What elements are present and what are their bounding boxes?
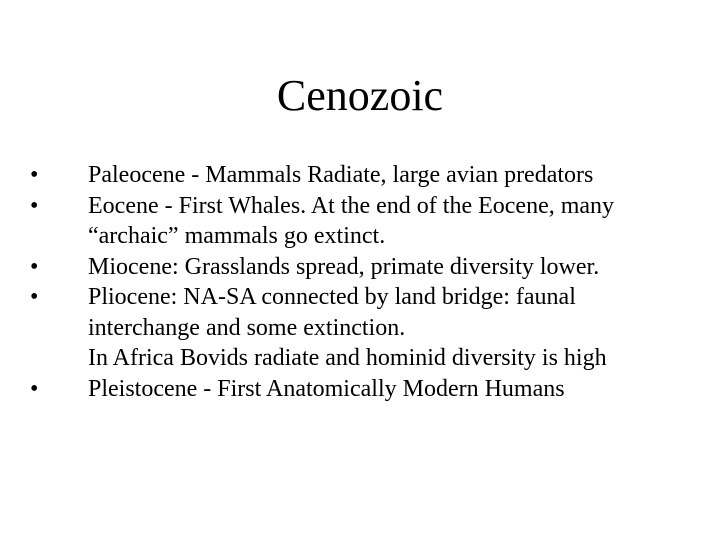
list-item-text: Pliocene: NA-SA connected by land bridge: faunal interchange and some extinction. (88, 284, 576, 341)
list-item (30, 191, 690, 252)
list-item (30, 160, 690, 191)
list-item (30, 252, 690, 283)
list-item-text: Pleistocene - First Anatomically Modern Humans (88, 375, 565, 402)
slide-title: Cenozoic (276, 71, 444, 120)
bullet-icon: • (30, 284, 39, 310)
list-item-text: Eocene - First Whales. At the end of the Eocene, many “archaic” mammals go extinct. (88, 192, 615, 249)
bullet-icon: • (30, 375, 39, 402)
list-item-continuation (30, 343, 690, 374)
bullet-icon: • (30, 192, 39, 219)
bullet-list (30, 160, 690, 404)
bullet-icon: • (30, 162, 39, 188)
list-item (30, 282, 690, 343)
list-item-text: Paleocene - Mammals Radiate, large avian predators (88, 162, 594, 188)
list-item-text: In Africa Bovids radiate and hominid diversity is high (88, 345, 607, 371)
list-item-text: Miocene: Grasslands spread, primate diversity lower. (88, 253, 600, 280)
bullet-icon: • (30, 253, 39, 280)
list-item (30, 374, 690, 405)
